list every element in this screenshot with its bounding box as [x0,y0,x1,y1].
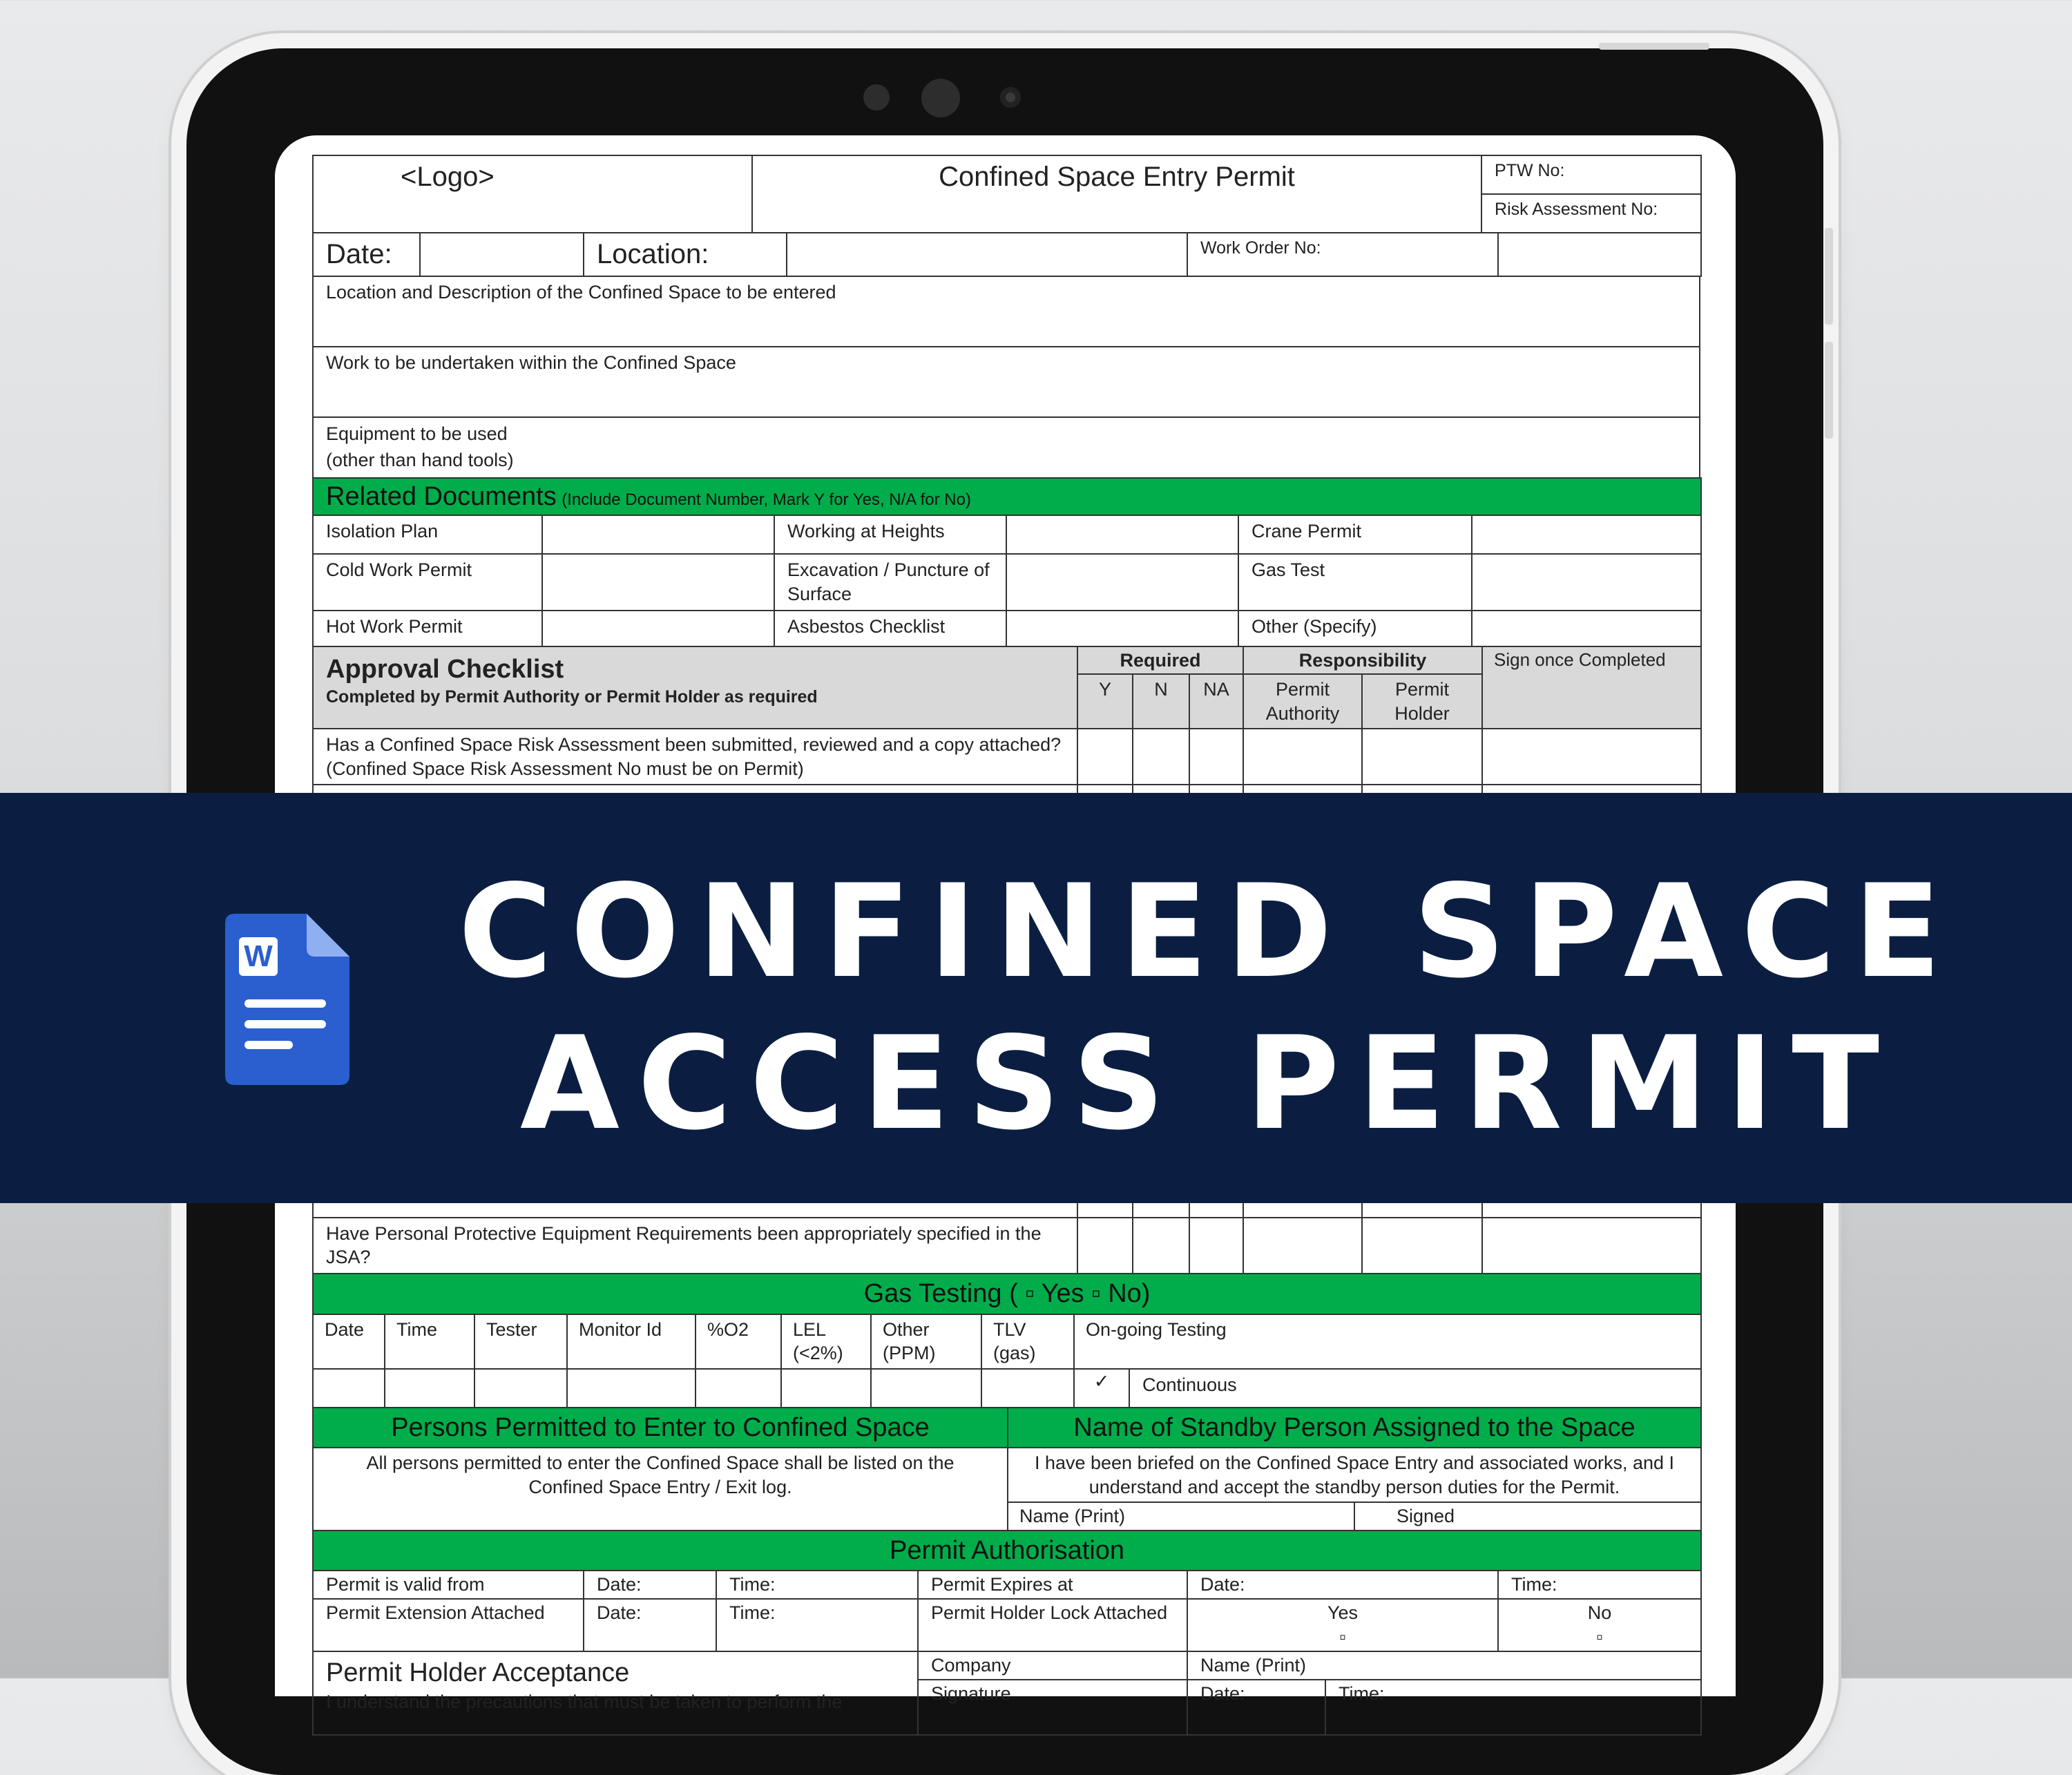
expires-time-field[interactable]: Time: [1498,1571,1701,1599]
standby-text: I have been briefed on the Confined Space Entry and associated works, and I understand and accept the standby person duties for the Permit. [1008,1448,1701,1502]
gas-col-monitor: Monitor Id [567,1314,696,1369]
permit-holder-header: Permit Holder [1362,674,1482,729]
sign-once-header: Sign once Completed [1482,646,1701,729]
checkbox-cell[interactable] [1189,1218,1243,1274]
form-title: Confined Space Entry Permit [752,155,1481,233]
date-location-row [312,232,1702,277]
sign-cell[interactable] [1362,1218,1482,1274]
doc-asbestos-checklist: Asbestos Checklist [774,611,1006,646]
equipment-note: (other than hand tools) [326,449,514,470]
risk-label: Risk Assessment No: [1481,194,1701,233]
doc-hot-work-permit: Hot Work Permit [313,611,542,646]
acceptance-name-print[interactable]: Name (Print) [1187,1651,1701,1680]
continuous-label: Continuous [1129,1369,1701,1408]
gas-field[interactable] [385,1369,474,1408]
gas-field[interactable] [696,1369,781,1408]
responsibility-header: Responsibility [1243,646,1482,675]
doc-field[interactable] [1006,554,1238,610]
gas-testing-title: Gas Testing ( ▫ Yes ▫ No) [313,1274,1701,1314]
gas-testing [312,1273,1702,1408]
power-button [1599,43,1709,50]
continuous-checkbox[interactable]: ✓ [1074,1369,1129,1408]
ptw-label: PTW No: [1481,155,1701,194]
standby-title: Name of Standby Person Assigned to the Space [1008,1408,1701,1448]
equipment-label: Equipment to be used [326,423,508,445]
yes-checkbox[interactable]: ▫ [1339,1626,1346,1647]
related-documents [312,477,1702,647]
doc-field[interactable] [542,515,774,554]
approval-title: Approval Checklist [326,654,564,684]
location-field[interactable] [787,233,1187,276]
acceptance-date-field[interactable]: Date: [1187,1680,1325,1735]
acceptance-title: Permit Holder Acceptance [326,1658,630,1688]
valid-time-field[interactable]: Time: [716,1571,918,1599]
authorisation-title: Permit Authorisation [313,1531,1701,1571]
approval-subtitle: Completed by Permit Authority or Permit Holder as required [326,687,818,707]
checkbox-cell[interactable] [1077,1218,1133,1274]
question-risk-assessment: Has a Confined Space Risk Assessment been submitted, reviewed and a copy attached? (Confined Space Risk Assessment No must be on Permit) [313,729,1077,785]
location-label: Location: [584,233,787,276]
permit-authority-header: Permit Authority [1243,674,1362,729]
camera-lens [921,79,960,117]
checkbox-cell[interactable] [1133,729,1189,785]
gas-field[interactable] [313,1369,385,1408]
date-field[interactable] [420,233,584,276]
word-icon-letter: W [244,939,273,973]
no-label: No [1587,1602,1612,1624]
logo-placeholder: <Logo> [313,155,752,233]
persons-title: Persons Permitted to Enter to Confined Space [313,1408,1008,1448]
gas-field[interactable] [871,1369,981,1408]
work-undertaken: Work to be undertaken within the Confined Space [313,347,1700,417]
doc-gas-test: Gas Test [1238,554,1472,610]
doc-field[interactable] [1006,611,1238,646]
gas-col-ongoing: On-going Testing [1074,1314,1701,1369]
standby-name-print[interactable]: Name (Print) [1008,1502,1354,1531]
related-documents-note: (Include Document Number, Mark Y for Yes, N/A for No) [562,490,971,509]
no-checkbox[interactable]: ▫ [1596,1626,1603,1647]
related-documents-title: Related Documents [326,481,557,511]
description-rows [312,276,1700,479]
doc-excavation: Excavation / Puncture of Surface [774,554,1006,610]
gas-field[interactable] [474,1369,567,1408]
doc-field[interactable] [542,611,774,646]
checkbox-cell[interactable] [1077,729,1133,785]
sign-cell[interactable] [1482,1218,1701,1274]
gas-col-time: Time [385,1314,474,1369]
extension-time-field[interactable]: Time: [716,1599,918,1651]
camera-dot-left [863,84,890,111]
sign-cell[interactable] [1362,729,1482,785]
sign-cell[interactable] [1243,729,1362,785]
standby-signed[interactable]: Signed [1354,1502,1701,1531]
doc-field[interactable] [1472,554,1701,610]
volume-button-top [1825,228,1833,325]
volume-button-bottom [1825,342,1833,439]
doc-isolation-plan: Isolation Plan [313,515,542,554]
checkbox-cell[interactable] [1133,1218,1189,1274]
y-header: Y [1077,674,1133,729]
title-banner [0,793,2072,1203]
na-header: NA [1189,674,1243,729]
gas-col-date: Date [313,1314,385,1369]
persons-standby [312,1407,1702,1531]
checkbox-cell[interactable] [1189,729,1243,785]
gas-col-lel: LEL (<2%) [781,1314,871,1369]
persons-text: All persons permitted to enter the Confined Space shall be listed on the Confined Space Entry / Exit log. [313,1448,1008,1531]
expires-label: Permit Expires at [918,1571,1187,1599]
doc-field[interactable] [542,554,774,610]
acceptance-time-field[interactable]: Time: [1325,1680,1701,1735]
extension-date-field[interactable]: Date: [584,1599,716,1651]
lock-label: Permit Holder Lock Attached [918,1599,1187,1651]
banner-title-line2: ACCESS PERMIT [519,1008,1898,1158]
gas-field[interactable] [567,1369,696,1408]
valid-from-label: Permit is valid from [313,1571,584,1599]
gas-col-other: Other (PPM) [871,1314,981,1369]
doc-working-at-heights: Working at Heights [774,515,1006,554]
lock-yes-option[interactable] [1187,1599,1498,1651]
doc-field[interactable] [1472,515,1701,554]
location-description: Location and Description of the Confined Space to be entered [313,276,1700,347]
doc-crane-permit: Crane Permit [1238,515,1472,554]
lock-no-option[interactable] [1498,1599,1701,1651]
camera-dot-right [1000,87,1021,108]
question-ppe: Have Personal Protective Equipment Requirements been appropriately specified in the JSA? [313,1218,1077,1274]
gas-col-tester: Tester [474,1314,567,1369]
sign-cell[interactable] [1482,729,1701,785]
gas-field[interactable] [981,1369,1074,1408]
form-header [312,155,1702,233]
doc-field[interactable] [1006,515,1238,554]
signature-label: Signature [918,1680,1187,1735]
work-order-label: Work Order No: [1187,233,1498,276]
date-label: Date: [313,233,420,276]
gas-col-tlv: TLV (gas) [981,1314,1074,1369]
doc-cold-work-permit: Cold Work Permit [313,554,542,610]
sign-cell[interactable] [1243,1218,1362,1274]
n-header: N [1133,674,1189,729]
valid-date-field[interactable]: Date: [584,1571,716,1599]
gas-field[interactable] [781,1369,871,1408]
company-label: Company [918,1651,1187,1680]
expires-date-field[interactable]: Date: [1187,1571,1498,1599]
required-header: Required [1077,646,1243,675]
doc-other: Other (Specify) [1238,611,1472,646]
gas-col-o2: %O2 [696,1314,781,1369]
holder-acceptance [312,1651,1702,1736]
doc-field[interactable] [1472,611,1701,646]
acceptance-text: I understand the precautions that must be taken to perform the [326,1691,843,1712]
yes-label: Yes [1327,1602,1359,1624]
banner-title-line1: CONFINED SPACE [458,856,1959,1006]
extension-label: Permit Extension Attached [313,1599,584,1651]
permit-authorisation [312,1530,1702,1652]
work-order-field[interactable] [1498,233,1701,276]
